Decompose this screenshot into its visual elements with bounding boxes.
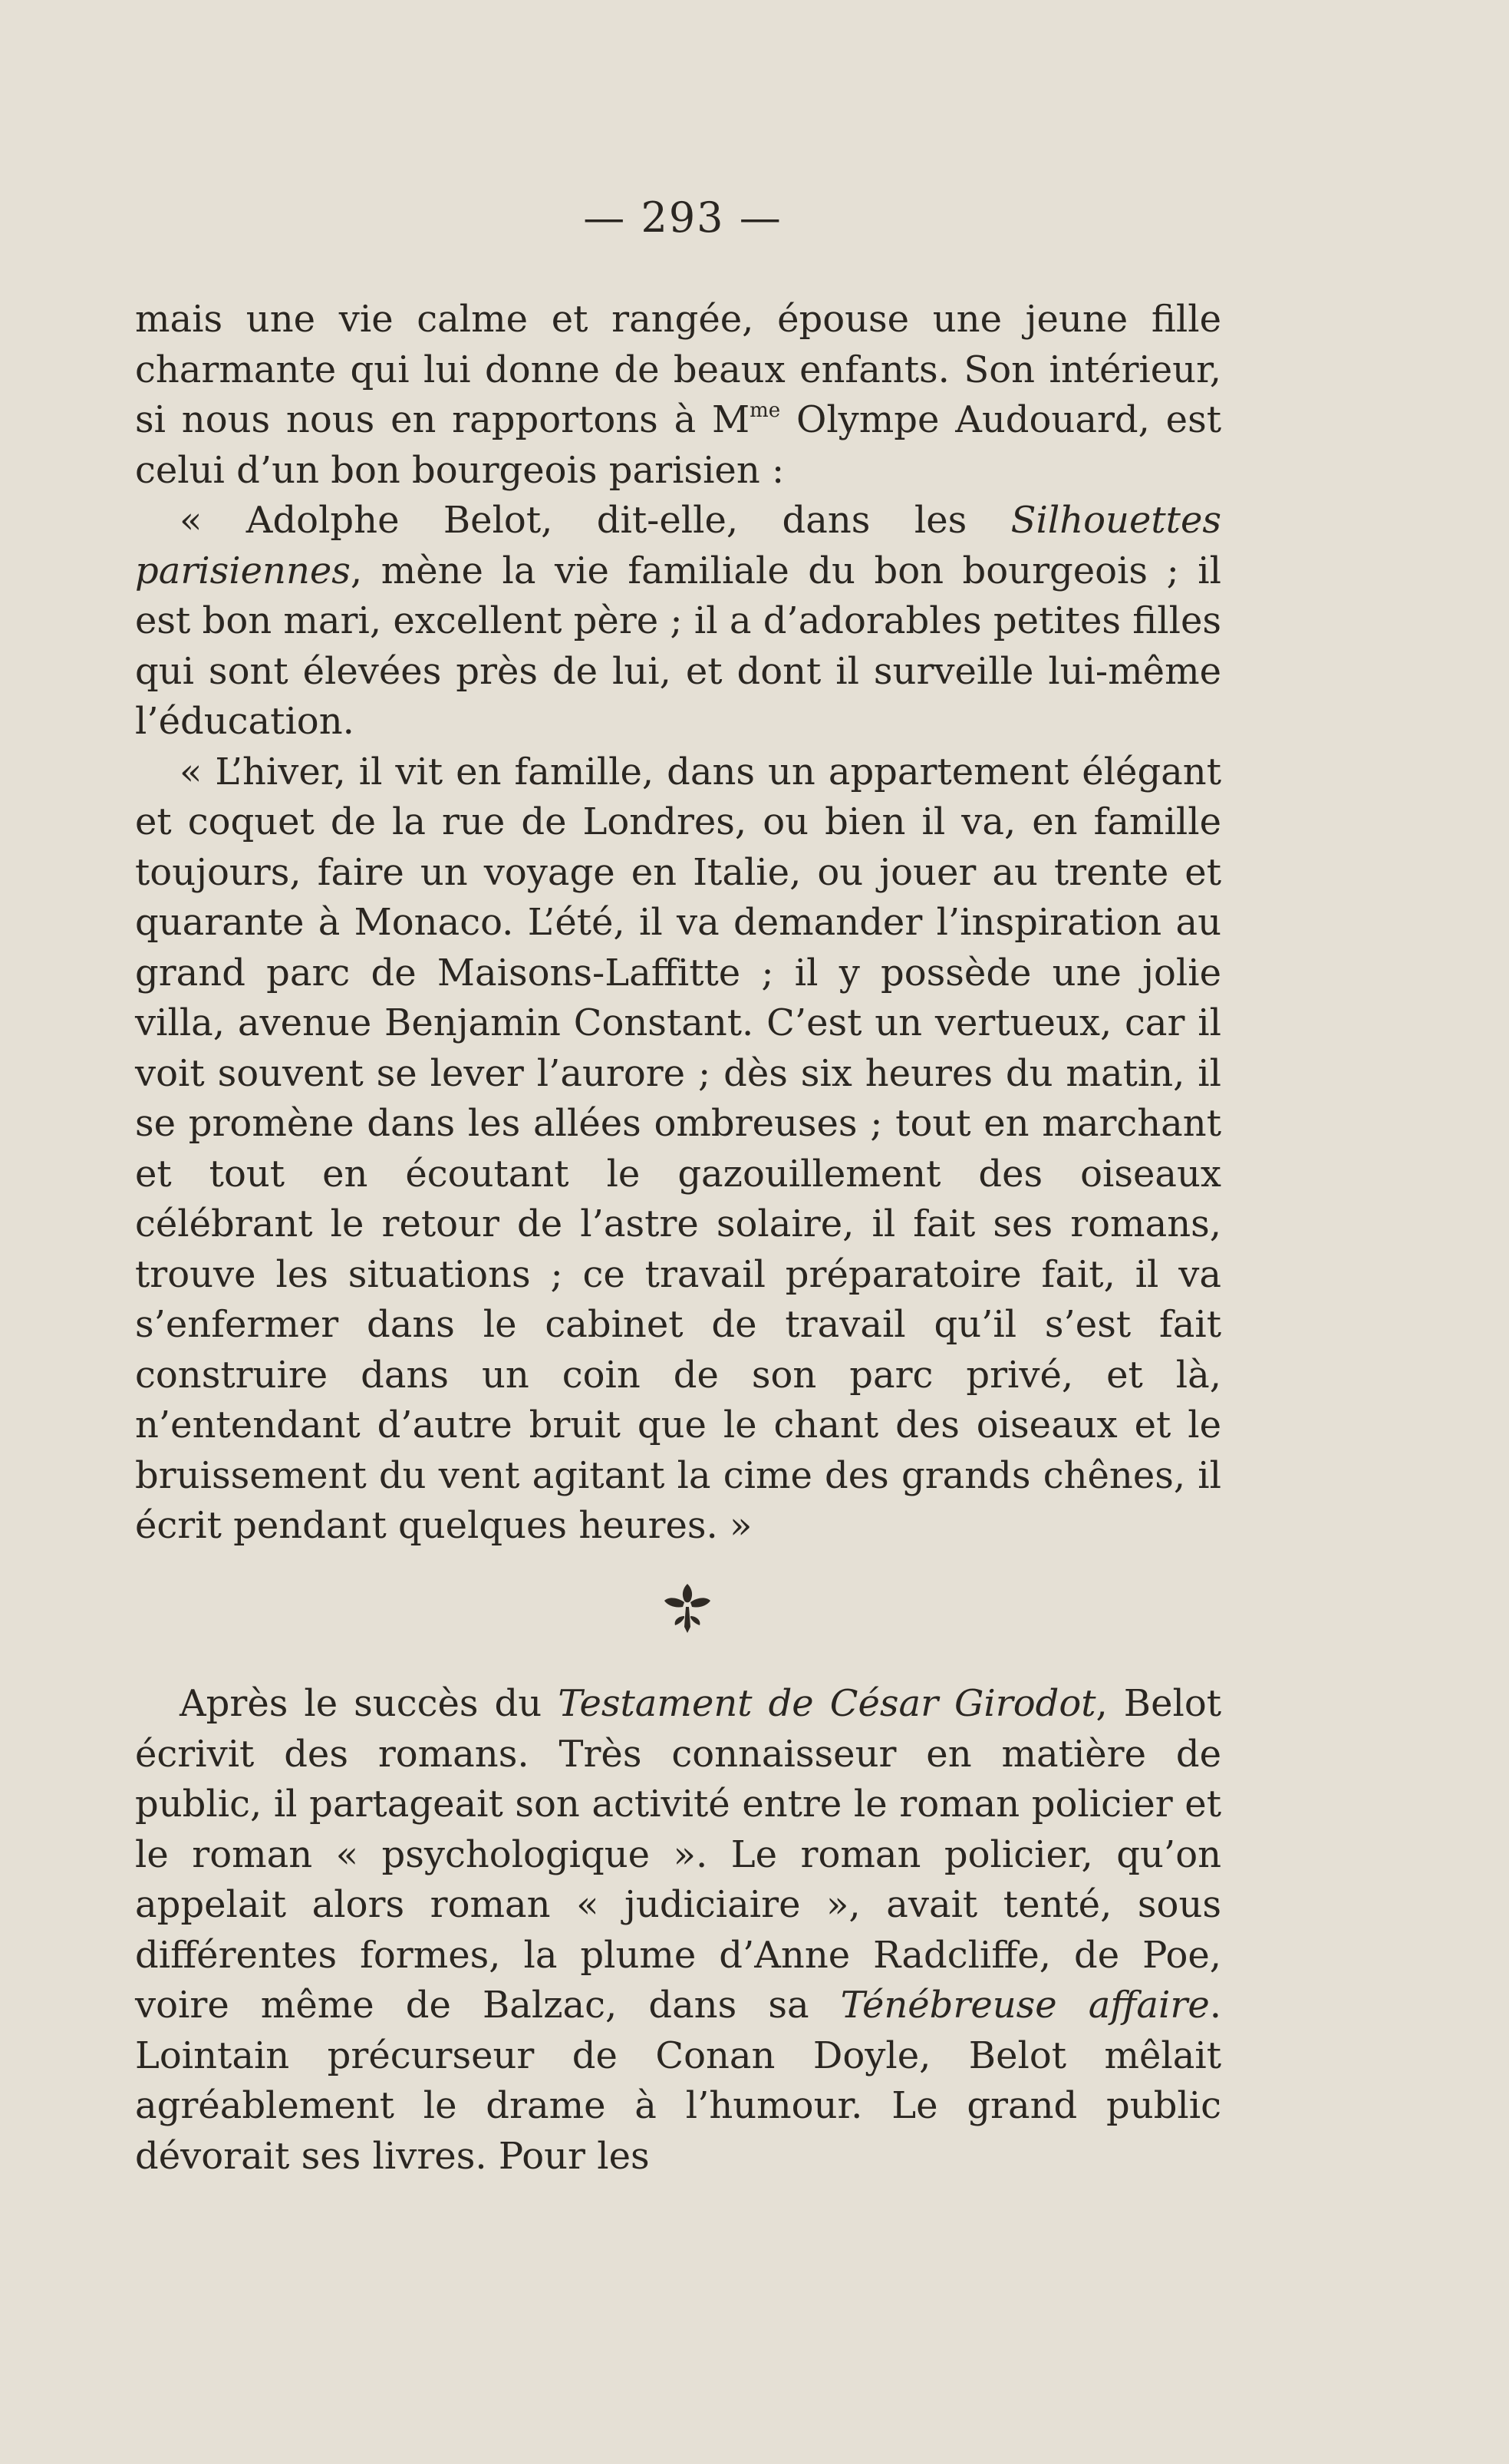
- paragraph-quote: « L’hiver, il vit en famille, dans un appartement élégant et coquet de la rue de Londres, ou bien il va, en famille toujours, faire un voyage en Italie, ou jouer au trente et quarante à Monaco. L’été, il va demander l’inspiration au grand parc de Maisons-Laffitte ; il y possède une jolie villa, avenue Benjamin Constant. C’est un vertueux, car il voit souvent se lever l’aurore ; dès six heures du matin, il se promène dans les allées ombreuses ; tout en marchant et tout en écoutant le gazouillement des oiseaux célébrant le retour de l’astre solaire, il fait ses romans, trouve les situations ; ce travail préparatoire fait, il va s’enfermer dans le cabinet de travail qu’il s’est fait construire dans un coin de son parc privé, et là, n’entendant d’autre bruit que le chant des oiseaux et le bruissement du vent agitant la cime des grands chênes, il écrit pendant quelques heures. »: [135, 750, 1221, 1547]
- italic-title: Silhouettes parisiennes: [135, 499, 1221, 592]
- text-run: , Belot écrivit des romans. Très connaisseur en matière de public, il partageait son activité entre le roman policier et le roman « psychologique ». Le roman policier, qu’on appelait alors roman « judiciaire », avait tenté, sous différentes formes, la plume d’Anne Radcliffe, de Poe, voire même de Balzac, dans sa: [135, 1682, 1222, 2027]
- text-run: « Adolphe Belot, dit-elle, dans les: [180, 499, 1011, 542]
- italic-title: Testament de César Girodot: [558, 1682, 1096, 1725]
- paragraph: [135, 295, 1221, 496]
- text-run: mais une vie calme et rangée, épouse une jeune fille charmante qui lui donne de beaux enfants. Son intérieur, si nous nous en rapportons à M: [135, 298, 1221, 441]
- italic-title: Ténébreuse affaire: [840, 1984, 1210, 2027]
- text-run: , mène la vie familiale du bon bourgeois ; il est bon mari, excellent père ; il a d’adorables petites filles qui sont élevées près de lui, et dont il surveille lui-même l’éducation.: [135, 549, 1221, 743]
- page-number: — 293 —: [583, 193, 783, 242]
- text-block-bottom: [135, 1679, 1221, 2182]
- text-run: Olympe Audouard, est celui d’un bon bourgeois parisien :: [135, 398, 1221, 492]
- paragraph: [135, 1679, 1221, 2182]
- paragraph-quote: [135, 496, 1221, 747]
- text-run: Après le succès du: [180, 1682, 558, 1725]
- superscript-abbreviation: me: [750, 399, 781, 422]
- fleuron-icon: [661, 1579, 713, 1634]
- text-run: . Lointain précurseur de Conan Doyle, Belot mêlait agréablement le drame à l’humour. Le grand public dévorait ses livres. Pour les: [135, 1984, 1222, 2178]
- text-block-top: [135, 295, 1221, 1552]
